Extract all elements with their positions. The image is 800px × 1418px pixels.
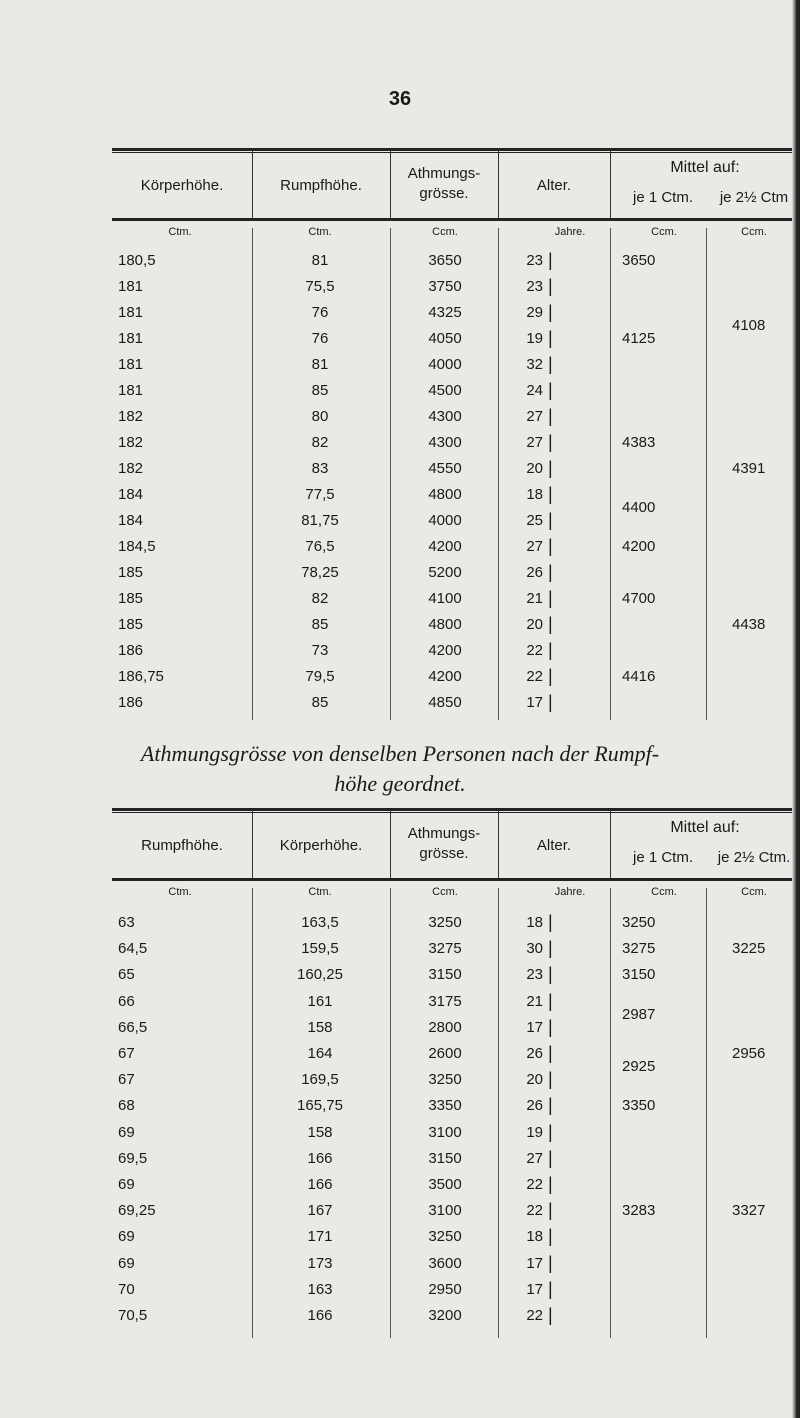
cell-alter: 22 bbox=[526, 1176, 543, 1193]
table-row bbox=[0, 1176, 800, 1202]
cell-col3: 4000 bbox=[428, 356, 462, 373]
cell-col1: 182 bbox=[118, 460, 144, 477]
cell-col3: 4000 bbox=[428, 512, 462, 529]
mittel-je1-value: 4125 bbox=[622, 330, 656, 347]
brace-mark: | bbox=[548, 1278, 553, 1299]
cell-col2: 79,5 bbox=[305, 668, 335, 685]
brace-mark: | bbox=[548, 1226, 553, 1247]
cell-col2: 81 bbox=[311, 356, 329, 373]
cell-alter: 19 bbox=[526, 1123, 543, 1141]
cell-col3: 2600 bbox=[428, 1045, 462, 1062]
cell-col3: 4050 bbox=[428, 330, 462, 347]
table-row bbox=[0, 1278, 800, 1307]
cell-col3: 4300 bbox=[428, 434, 462, 451]
cell-col2: 166 bbox=[307, 1307, 333, 1324]
mittel-je2-value: 4438 bbox=[732, 616, 766, 633]
header-rumpfhoehe: Rumpfhöhe. bbox=[280, 177, 362, 194]
cell-col3: 2950 bbox=[428, 1280, 462, 1298]
cell-alter: 19 bbox=[526, 330, 543, 347]
brace-mark: | bbox=[548, 666, 553, 686]
cell-col3: 4325 bbox=[428, 304, 462, 321]
cell-col3: 4800 bbox=[428, 616, 462, 633]
cell-alter: 26 bbox=[526, 1097, 543, 1115]
brace-mark: | bbox=[548, 1252, 553, 1273]
mittel-je1-value: 3283 bbox=[622, 1202, 656, 1220]
cell-col1: 67 bbox=[118, 1045, 135, 1062]
table-row bbox=[0, 914, 800, 940]
cell-col3: 3600 bbox=[428, 1254, 462, 1272]
table-row bbox=[0, 940, 800, 966]
brace-mark: | bbox=[548, 302, 553, 322]
cell-col2: 75,5 bbox=[305, 278, 335, 295]
table-row bbox=[0, 694, 800, 720]
cell-alter: 22 bbox=[526, 1202, 543, 1220]
cell-col3: 3100 bbox=[428, 1202, 462, 1220]
cell-col2: 158 bbox=[307, 1018, 333, 1036]
cell-alter: 20 bbox=[526, 460, 543, 477]
cell-col1: 67 bbox=[118, 1071, 135, 1089]
cell-alter: 17 bbox=[526, 694, 543, 711]
unit-label: Ccm. bbox=[432, 886, 458, 898]
table-row bbox=[0, 668, 800, 694]
cell-col3: 4850 bbox=[428, 694, 462, 711]
cell-col1: 185 bbox=[118, 564, 144, 581]
mittel-je1-value: 4400 bbox=[622, 499, 656, 516]
cell-col2: 166 bbox=[307, 1176, 333, 1193]
cell-col1: 184 bbox=[118, 512, 144, 529]
cell-col3: 3200 bbox=[428, 1307, 462, 1324]
cell-col1: 66,5 bbox=[118, 1018, 148, 1036]
mittel-je2-value: 4108 bbox=[732, 317, 766, 334]
table-row bbox=[0, 434, 800, 460]
brace-mark: | bbox=[548, 692, 553, 712]
cell-col2: 160,25 bbox=[297, 966, 343, 984]
cell-col2: 171 bbox=[307, 1228, 333, 1246]
mittel-je1-value: 4200 bbox=[622, 538, 656, 555]
cell-col2: 81 bbox=[311, 252, 329, 269]
caption-line-1: Athmungsgrösse von denselben Personen nach der Rumpf- bbox=[140, 741, 660, 766]
cell-col2: 77,5 bbox=[305, 486, 335, 503]
cell-alter: 26 bbox=[526, 1045, 543, 1062]
table-row bbox=[0, 966, 800, 992]
cell-col1: 185 bbox=[118, 590, 144, 607]
cell-col1: 185 bbox=[118, 616, 144, 633]
cell-alter: 18 bbox=[526, 1228, 543, 1246]
cell-alter: 22 bbox=[526, 668, 543, 685]
cell-alter: 21 bbox=[526, 992, 543, 1010]
cell-col1: 181 bbox=[118, 304, 144, 321]
mittel-je1-value: 3250 bbox=[622, 914, 656, 931]
cell-col2: 76 bbox=[311, 304, 329, 321]
cell-alter: 23 bbox=[526, 278, 543, 295]
table-row bbox=[0, 512, 800, 538]
cell-col1: 63 bbox=[118, 914, 135, 931]
cell-col1: 182 bbox=[118, 434, 144, 451]
table-row bbox=[0, 252, 800, 278]
header-mittel: Mittel auf: bbox=[670, 819, 740, 836]
header-athmungsgroesse-1: Athmungs- bbox=[407, 825, 481, 842]
cell-col1: 70 bbox=[118, 1280, 135, 1298]
cell-alter: 21 bbox=[526, 590, 543, 607]
cell-col1: 69 bbox=[118, 1228, 135, 1246]
cell-col1: 69,5 bbox=[118, 1149, 148, 1167]
unit-label: Ccm. bbox=[741, 886, 767, 898]
header-alter: Alter. bbox=[536, 177, 572, 194]
mittel-je1-value: 3650 bbox=[622, 252, 656, 269]
unit-label: Ctm. bbox=[308, 226, 332, 238]
table-row bbox=[0, 1097, 800, 1123]
header-athmungsgroesse-2: grösse. bbox=[419, 185, 469, 202]
cell-col3: 3175 bbox=[428, 992, 462, 1010]
unit-label: Ccm. bbox=[651, 226, 677, 238]
cell-col3: 3350 bbox=[428, 1097, 462, 1115]
cell-col3: 3150 bbox=[428, 966, 462, 984]
brace-mark: | bbox=[548, 964, 553, 985]
table-row bbox=[0, 642, 800, 668]
unit-label: Jahre. bbox=[554, 226, 586, 238]
mittel-je2-value: 4391 bbox=[732, 460, 766, 477]
header-athmungsgroesse-2: grösse. bbox=[419, 845, 469, 862]
header-koerperhoehe: Körperhöhe. bbox=[140, 177, 224, 194]
unit-label: Ctm. bbox=[168, 226, 192, 238]
header-je2ctm: je 2½ Ctm. bbox=[717, 849, 791, 866]
cell-alter: 23 bbox=[526, 252, 543, 269]
table-row bbox=[0, 278, 800, 304]
cell-col1: 66 bbox=[118, 992, 135, 1010]
cell-col1: 69 bbox=[118, 1123, 135, 1141]
table-row bbox=[0, 486, 800, 512]
mittel-je2-value: 3225 bbox=[732, 940, 766, 958]
table-row bbox=[0, 1252, 800, 1281]
cell-col3: 3250 bbox=[428, 914, 462, 931]
cell-col2: 167 bbox=[307, 1202, 333, 1220]
brace-mark: | bbox=[548, 432, 553, 452]
brace-mark: | bbox=[548, 328, 553, 348]
cell-col1: 64,5 bbox=[118, 940, 148, 958]
table-row bbox=[0, 408, 800, 434]
brace-mark: | bbox=[548, 484, 553, 504]
table-row bbox=[0, 990, 800, 1019]
brace-mark: | bbox=[548, 938, 553, 959]
cell-col1: 69 bbox=[118, 1254, 135, 1272]
brace-mark: | bbox=[548, 250, 553, 270]
cell-alter: 27 bbox=[526, 1149, 543, 1167]
cell-col3: 5200 bbox=[428, 564, 462, 581]
cell-col3: 3250 bbox=[428, 1228, 462, 1246]
brace-mark: | bbox=[548, 276, 553, 296]
brace-mark: | bbox=[548, 510, 553, 530]
cell-col3: 3750 bbox=[428, 278, 462, 295]
cell-col2: 161 bbox=[307, 992, 333, 1010]
mittel-je2-value: 3327 bbox=[732, 1202, 766, 1220]
mittel-je1-value: 3275 bbox=[622, 940, 656, 958]
brace-mark: | bbox=[548, 354, 553, 374]
brace-mark: | bbox=[548, 1121, 553, 1142]
cell-col1: 181 bbox=[118, 330, 144, 347]
table-row bbox=[0, 1045, 800, 1071]
cell-col1: 186,75 bbox=[118, 668, 164, 685]
cell-col3: 4100 bbox=[428, 590, 462, 607]
table-row bbox=[0, 1147, 800, 1176]
header-rumpfhoehe: Rumpfhöhe. bbox=[141, 837, 223, 854]
brace-mark: | bbox=[548, 1174, 553, 1194]
cell-alter: 24 bbox=[526, 382, 543, 399]
cell-col1: 65 bbox=[118, 966, 135, 984]
mittel-je1-value: 4700 bbox=[622, 590, 656, 607]
table-row bbox=[0, 538, 800, 564]
table-row bbox=[0, 1071, 800, 1097]
cell-alter: 27 bbox=[526, 538, 543, 555]
unit-label: Ctm. bbox=[308, 886, 332, 898]
cell-col3: 4500 bbox=[428, 382, 462, 399]
brace-mark: | bbox=[548, 912, 553, 932]
cell-col2: 166 bbox=[307, 1149, 333, 1167]
cell-col1: 69 bbox=[118, 1176, 135, 1193]
cell-col2: 173 bbox=[307, 1254, 333, 1272]
cell-col2: 169,5 bbox=[301, 1071, 339, 1089]
table-row bbox=[0, 382, 800, 408]
cell-col3: 4300 bbox=[428, 408, 462, 425]
cell-col1: 186 bbox=[118, 642, 144, 659]
table-row bbox=[0, 616, 800, 642]
table-row bbox=[0, 304, 800, 330]
cell-col2: 163 bbox=[307, 1280, 333, 1298]
table-koerperhoehe bbox=[0, 148, 800, 728]
brace-mark: | bbox=[548, 1147, 553, 1168]
cell-col3: 3275 bbox=[428, 940, 462, 958]
mittel-je1-value: 2925 bbox=[622, 1058, 656, 1076]
cell-alter: 23 bbox=[526, 966, 543, 984]
cell-col2: 85 bbox=[311, 616, 329, 633]
cell-col2: 159,5 bbox=[301, 940, 339, 958]
brace-mark: | bbox=[548, 1069, 553, 1090]
cell-col3: 2800 bbox=[428, 1018, 462, 1036]
cell-alter: 30 bbox=[526, 940, 543, 958]
cell-col3: 3250 bbox=[428, 1071, 462, 1089]
caption-line-2: höhe geordnet. bbox=[334, 771, 466, 796]
header-mittel: Mittel auf: bbox=[670, 159, 740, 176]
cell-col3: 4200 bbox=[428, 538, 462, 555]
table-row bbox=[0, 590, 800, 616]
table-row bbox=[0, 1202, 800, 1228]
cell-alter: 29 bbox=[526, 304, 543, 321]
cell-alter: 22 bbox=[526, 642, 543, 659]
cell-col2: 80 bbox=[311, 408, 329, 425]
cell-col2: 163,5 bbox=[301, 914, 339, 931]
brace-mark: | bbox=[548, 380, 553, 400]
brace-mark: | bbox=[548, 1200, 553, 1221]
brace-mark: | bbox=[548, 1043, 553, 1063]
cell-col3: 4550 bbox=[428, 460, 462, 477]
mittel-je2-value: 2956 bbox=[732, 1045, 766, 1062]
header-je1ctm: je 1 Ctm. bbox=[632, 849, 693, 866]
mittel-je1-value: 4416 bbox=[622, 668, 656, 685]
cell-col1: 184 bbox=[118, 486, 144, 503]
table-row bbox=[0, 1228, 800, 1254]
mittel-je1-value: 3150 bbox=[622, 966, 656, 984]
cell-col2: 81,75 bbox=[301, 512, 339, 529]
unit-label: Jahre. bbox=[554, 886, 586, 898]
brace-mark: | bbox=[548, 406, 553, 426]
cell-alter: 26 bbox=[526, 564, 543, 581]
page-edge-shadow bbox=[792, 0, 800, 1418]
cell-col2: 78,25 bbox=[301, 564, 339, 581]
header-je1ctm: je 1 Ctm. bbox=[632, 189, 693, 206]
cell-col2: 165,75 bbox=[297, 1097, 343, 1115]
cell-col3: 3500 bbox=[428, 1176, 462, 1193]
cell-col1: 181 bbox=[118, 356, 144, 373]
mittel-je1-value: 4383 bbox=[622, 434, 656, 451]
cell-col1: 68 bbox=[118, 1097, 135, 1115]
brace-mark: | bbox=[548, 990, 553, 1011]
brace-mark: | bbox=[548, 1095, 553, 1116]
cell-alter: 17 bbox=[526, 1280, 543, 1298]
cell-col3: 4200 bbox=[428, 668, 462, 685]
cell-alter: 27 bbox=[526, 408, 543, 425]
header-alter: Alter. bbox=[536, 837, 572, 854]
brace-mark: | bbox=[548, 536, 553, 556]
header-athmungsgroesse-1: Athmungs- bbox=[407, 165, 481, 182]
cell-alter: 18 bbox=[526, 486, 543, 503]
cell-col3: 3150 bbox=[428, 1149, 462, 1167]
brace-mark: | bbox=[548, 458, 553, 478]
brace-mark: | bbox=[548, 562, 553, 582]
mittel-je1-value: 3350 bbox=[622, 1097, 656, 1115]
cell-col1: 180,5 bbox=[118, 252, 156, 269]
cell-alter: 25 bbox=[526, 512, 543, 529]
cell-alter: 17 bbox=[526, 1254, 543, 1272]
table-row bbox=[0, 356, 800, 382]
cell-alter: 20 bbox=[526, 616, 543, 633]
page-number: 36 bbox=[388, 88, 412, 110]
brace-mark: | bbox=[548, 1016, 553, 1037]
header-je2ctm: je 2½ Ctm bbox=[719, 189, 789, 206]
cell-col3: 4800 bbox=[428, 486, 462, 503]
cell-col1: 69,25 bbox=[118, 1202, 156, 1220]
cell-col3: 3650 bbox=[428, 252, 462, 269]
cell-alter: 17 bbox=[526, 1018, 543, 1036]
table-rumpfhoehe bbox=[0, 808, 800, 1368]
cell-col3: 4200 bbox=[428, 642, 462, 659]
table-row bbox=[0, 564, 800, 590]
header-koerperhoehe: Körperhöhe. bbox=[279, 837, 363, 854]
brace-mark: | bbox=[548, 1305, 553, 1325]
cell-col1: 181 bbox=[118, 278, 144, 295]
unit-label: Ctm. bbox=[168, 886, 192, 898]
mittel-je1-value: 2987 bbox=[622, 1005, 656, 1023]
table-row bbox=[0, 1016, 800, 1045]
table-row bbox=[0, 460, 800, 486]
cell-alter: 18 bbox=[526, 914, 543, 931]
cell-col2: 85 bbox=[311, 382, 329, 399]
cell-col2: 82 bbox=[311, 590, 329, 607]
cell-col1: 186 bbox=[118, 694, 144, 711]
cell-col2: 76,5 bbox=[305, 538, 335, 555]
cell-col2: 73 bbox=[311, 642, 329, 659]
brace-mark: | bbox=[548, 614, 553, 634]
cell-col2: 164 bbox=[307, 1045, 333, 1062]
unit-label: Ccm. bbox=[651, 886, 677, 898]
cell-col2: 82 bbox=[311, 434, 329, 451]
cell-col2: 85 bbox=[311, 694, 329, 711]
cell-col2: 158 bbox=[307, 1123, 333, 1141]
cell-col1: 184,5 bbox=[118, 538, 156, 555]
cell-alter: 27 bbox=[526, 434, 543, 451]
cell-col2: 76 bbox=[311, 330, 329, 347]
cell-col1: 70,5 bbox=[118, 1307, 148, 1324]
cell-col1: 182 bbox=[118, 408, 144, 425]
brace-mark: | bbox=[548, 588, 553, 608]
table-row bbox=[0, 330, 800, 356]
cell-col3: 3100 bbox=[428, 1123, 462, 1141]
unit-label: Ccm. bbox=[741, 226, 767, 238]
cell-alter: 20 bbox=[526, 1071, 543, 1089]
unit-label: Ccm. bbox=[432, 226, 458, 238]
cell-alter: 32 bbox=[526, 356, 543, 373]
table-row bbox=[0, 1307, 800, 1333]
cell-col1: 181 bbox=[118, 382, 144, 399]
brace-mark: | bbox=[548, 640, 553, 660]
table-row bbox=[0, 1121, 800, 1150]
cell-alter: 22 bbox=[526, 1307, 543, 1324]
cell-col2: 83 bbox=[311, 460, 329, 477]
